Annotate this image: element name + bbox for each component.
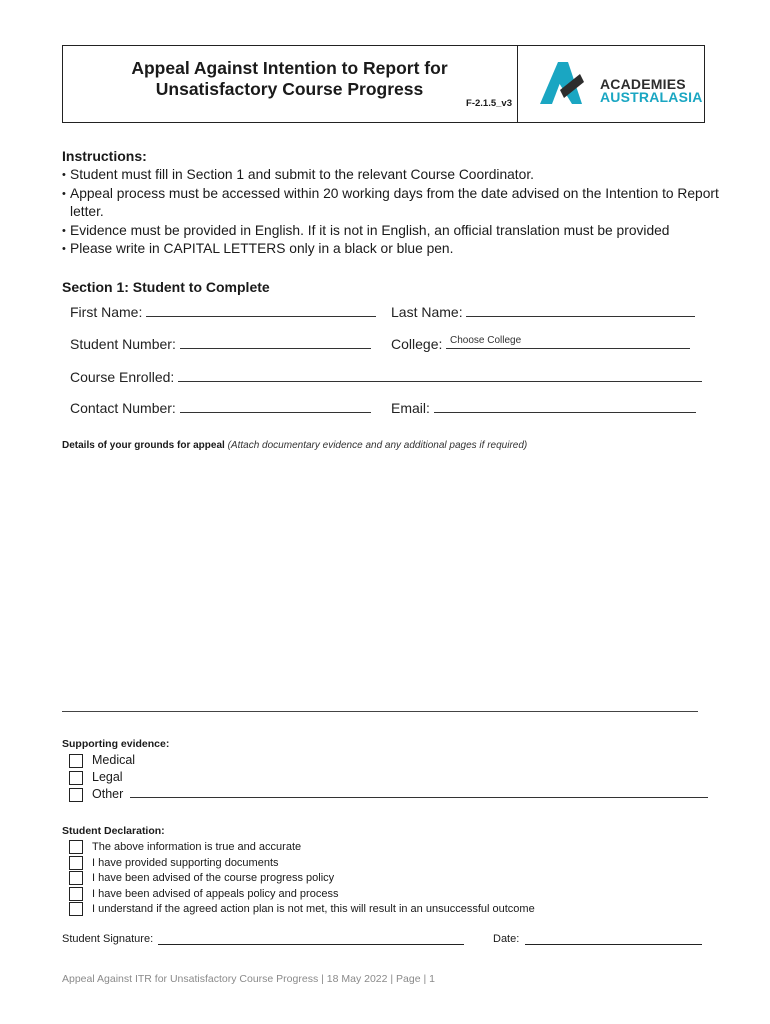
other-label: Other [92,787,124,801]
instruction-item: • Please write in CAPITAL LETTERS only in a black or blue pen. [62,241,454,256]
grounds-bottom-line [62,711,698,712]
declaration-label: I have been advised of the course progress policy [92,871,335,884]
declaration-label: I have provided supporting documents [92,856,279,869]
email-input-line[interactable] [434,400,696,413]
contact-number-label: Contact Number: [70,400,176,416]
page-title [62,58,517,100]
declaration-checkbox[interactable] [69,887,83,901]
contact-number-input-line[interactable] [180,400,371,413]
email-field[interactable] [391,400,696,416]
grounds-text-area[interactable] [62,458,698,708]
student-number-input-line[interactable] [180,336,371,349]
student-number-label: Student Number: [70,336,176,352]
instruction-text: Student must fill in Section 1 and submit to the relevant Course Coordinator. [70,167,534,182]
form-code: F-2.1.5_v3 [466,98,512,109]
first-name-field[interactable] [70,304,376,320]
header-divider [517,45,518,123]
instructions-list [62,166,732,259]
evidence-medical-option[interactable] [69,753,135,768]
email-label: Email: [391,400,430,416]
evidence-legal-option[interactable] [69,770,123,785]
student-number-field[interactable] [70,336,371,352]
college-select[interactable]: Choose College [450,335,522,346]
declaration-label: I have been advised of appeals policy and process [92,887,339,900]
declaration-checkbox[interactable] [69,840,83,854]
college-label: College: [391,336,443,352]
evidence-other-option[interactable] [69,787,708,802]
grounds-note: (Attach documentary evidence and any additional pages if required) [227,440,528,451]
course-enrolled-label: Course Enrolled: [70,369,175,385]
declaration-item[interactable] [69,840,301,854]
instructions-heading: Instructions: [62,148,147,164]
declaration-item[interactable] [69,871,334,885]
declaration-item[interactable] [69,856,279,870]
instruction-text: Please write in CAPITAL LETTERS only in a black or blue pen. [70,241,454,256]
student-declaration-heading: Student Declaration: [62,825,165,837]
student-signature-label: Student Signature: [62,933,154,945]
declaration-item[interactable] [69,902,535,916]
declaration-label: The above information is true and accurate [92,840,302,853]
last-name-input-line[interactable] [466,304,695,317]
section-1-heading: Section 1: Student to Complete [62,279,270,295]
other-checkbox[interactable] [69,788,83,802]
grounds-label: Details of your grounds for appeal [62,440,225,451]
other-input-line[interactable] [130,787,708,798]
contact-number-field[interactable] [70,400,371,416]
declaration-label: I understand if the agreed action plan is not met, this will result in an unsuccessful outcome [92,902,535,915]
college-field[interactable] [391,336,690,352]
course-enrolled-field[interactable] [70,369,702,385]
date-input-line[interactable] [525,944,702,945]
logo-text-line-2: AUSTRALASIA [600,89,703,105]
grounds-for-appeal-label [62,440,527,451]
declaration-checkbox[interactable] [69,856,83,870]
instruction-text: Evidence must be provided in English. If it is not in English, an official translation must be provided [70,222,670,238]
instruction-item: • Appeal process must be accessed within 20 working days from the date advised on the Intention to Report [62,185,719,201]
instruction-continuation: letter. [70,204,104,219]
declaration-item[interactable] [69,887,338,901]
last-name-field[interactable] [391,304,695,320]
first-name-input-line[interactable] [146,304,376,317]
last-name-label: Last Name: [391,304,463,320]
course-enrolled-input-line[interactable] [178,369,702,382]
medical-checkbox[interactable] [69,754,83,768]
instruction-item: • Evidence must be provided in English. If it is not in English, an official translation must be provided [62,222,670,238]
legal-label: Legal [92,770,123,784]
signature-input-line[interactable] [158,944,464,945]
instruction-item: • Student must fill in Section 1 and submit to the relevant Course Coordinator. [62,167,534,182]
title-line-2: Unsatisfactory Course Progress [155,79,424,99]
title-line-1: Appeal Against Intention to Report for [131,58,448,78]
first-name-label: First Name: [70,304,143,320]
date-label: Date: [493,933,520,945]
declaration-checkbox[interactable] [69,902,83,916]
medical-label: Medical [92,753,136,767]
supporting-evidence-heading: Supporting evidence: [62,738,170,750]
logo-text-line-1: ACADEMIES [600,76,686,92]
instruction-text: Appeal process must be accessed within 20 working days from the date advised on the Intention to Report [70,185,719,201]
page-footer: Appeal Against ITR for Unsatisfactory Course Progress | 18 May 2022 | Page | 1 [62,973,435,985]
legal-checkbox[interactable] [69,771,83,785]
declaration-checkbox[interactable] [69,871,83,885]
